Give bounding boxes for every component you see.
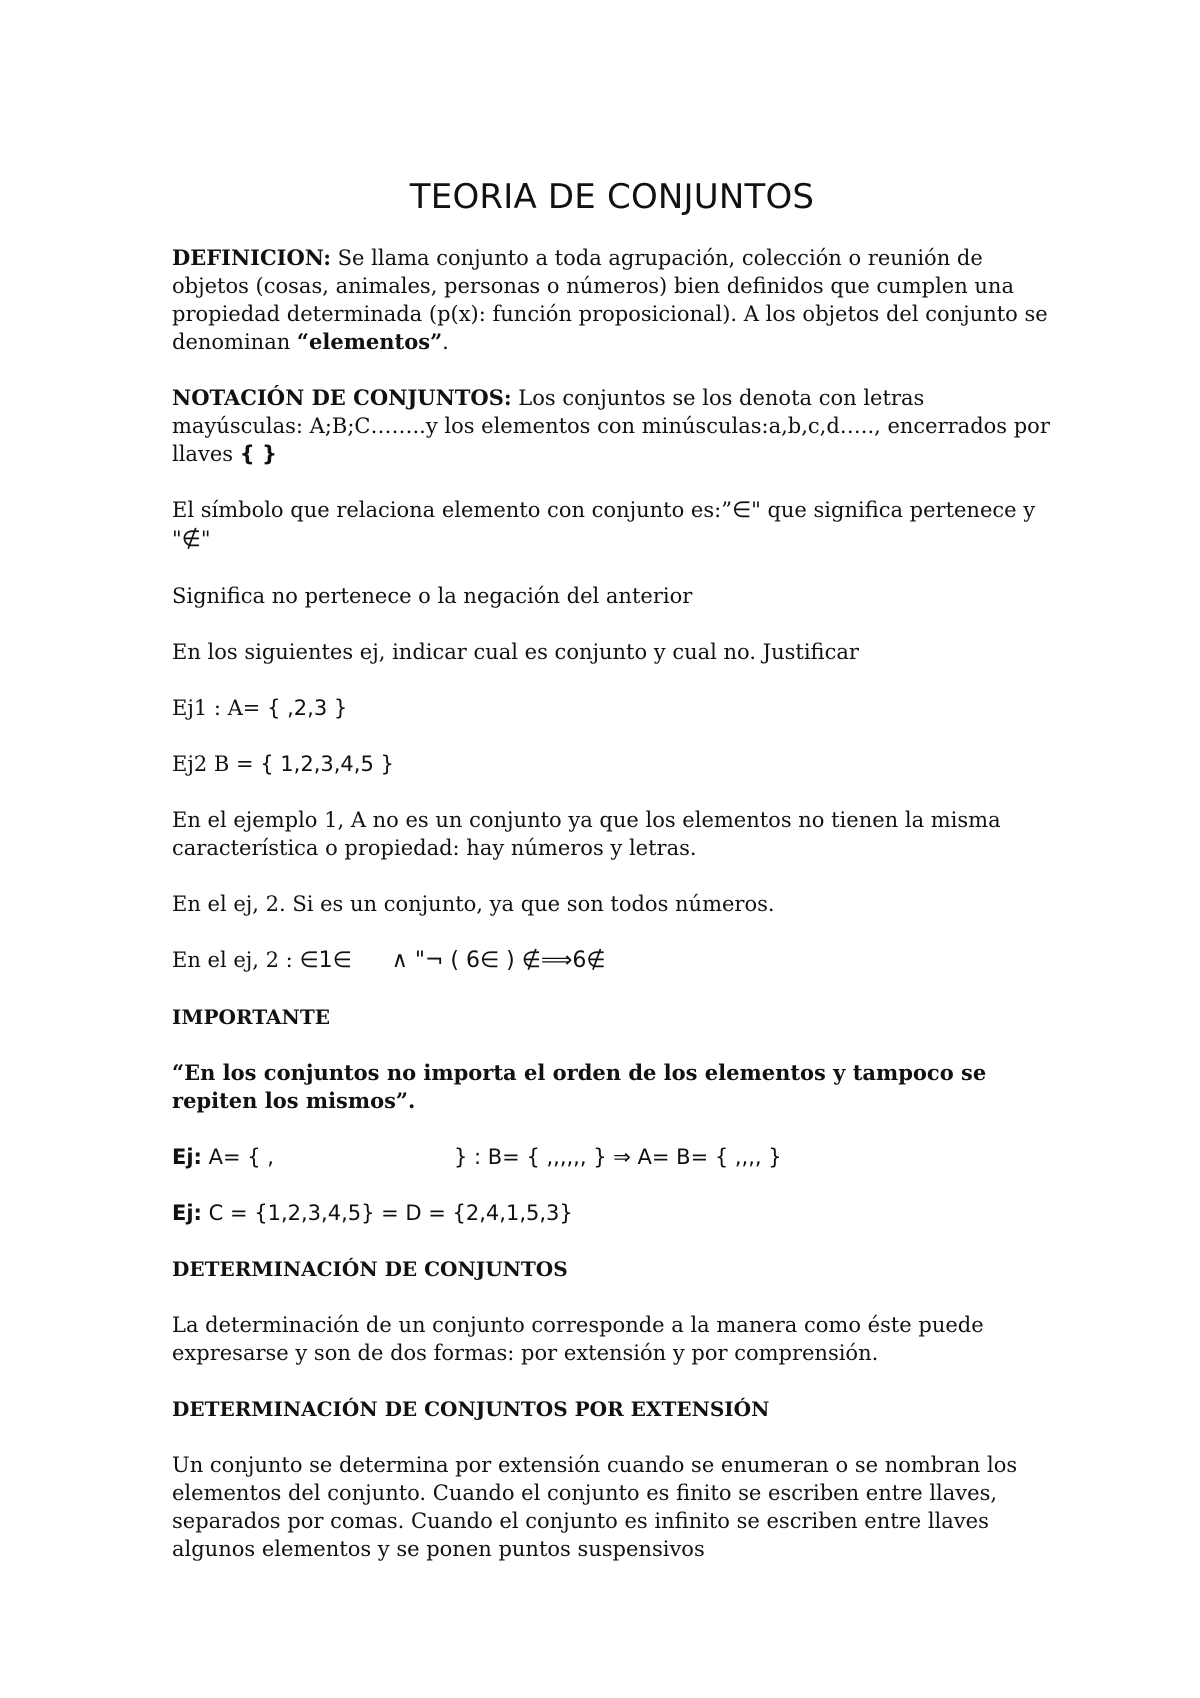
importante-heading: IMPORTANTE [172,1005,330,1029]
extension-heading: DETERMINACIÓN DE CONJUNTOS POR EXTENSIÓN [172,1397,770,1421]
notacion-label: NOTACIÓN DE CONJUNTOS: [172,385,512,410]
ej2-paragraph [172,750,1052,778]
ej1-paragraph [172,694,1052,722]
ej2-logic-label: En el ej, 2 : [172,948,300,972]
definicion-paragraph [172,244,1052,356]
significa-paragraph: Significa no pertenece o la negación del anterior [172,584,693,608]
ej-ab-a: A= { , [201,1145,274,1169]
ej2-label: Ej2 B = [172,752,261,776]
ej-cd-paragraph [172,1199,1052,1227]
ej1-label: Ej1 : A= [172,696,268,720]
definicion-term: “elementos” [296,329,443,354]
definicion-end: . [442,330,449,354]
simbolo-mid: " que significa pertenece y " [172,498,1036,551]
notacion-text: Los conjuntos se los denota con letras mayúsculas: A;B;C……..y los elementos con minúsculas:a,b,c,d….., encerrados por llaves [172,386,1050,466]
definicion-text: Se llama conjunto a toda agrupación, colección o reunión de objetos (cosas, animales, personas o números) bien definidos que cumplen una propiedad determinada (p(x): función proposicional). A los objetos del conjunto se denominan [172,246,1048,354]
not-element-of-symbol: ∉ [181,527,201,552]
determinacion-heading: DETERMINACIÓN DE CONJUNTOS [172,1257,568,1281]
simbolo-paragraph [172,496,1052,554]
notacion-braces: { } [239,442,277,466]
ej-cd-text: C = {1,2,3,4,5} = D = {2,4,1,5,3} [201,1201,573,1225]
determinacion-paragraph: La determinación de un conjunto corresponde a la manera como éste puede expresarse y son de dos formas: por extensión y por comprensión. [172,1313,984,1365]
page-title: TEORIA DE CONJUNTOS [409,177,815,217]
importante-quote: “En los conjuntos no importa el orden de los elementos y tampoco se repiten los mismos”. [172,1060,987,1113]
ej-ab-b: } : B= { ,,,,,, } ⇒ A= B= { ,,,, } [453,1145,782,1169]
ej-ab-paragraph [172,1143,1052,1171]
ejemplo1-paragraph: En el ejemplo 1, A no es un conjunto ya que los elementos no tienen la misma característica o propiedad: hay números y letras. [172,808,1001,860]
ej2-logic-part1: ∈1∈ [299,948,352,973]
ej2-logic-part2: ∧ "¬ ( 6∈ ) ∉⟹6∉ [391,948,606,973]
extension-paragraph: Un conjunto se determina por extensión cuando se enumeran o se nombran los elementos del conjunto. Cuando el conjunto es finito se escriben entre llaves, separados por comas. Cuando el conjunto es infinito se escriben entre llaves algunos elementos y se ponen puntos suspensivos [172,1453,1018,1561]
notacion-paragraph [172,384,1052,468]
simbolo-text: El símbolo que relaciona elemento con conjunto es:” [172,498,732,522]
element-of-symbol: ∈ [731,498,752,523]
definicion-label: DEFINICION: [172,245,331,270]
ej2-logic-paragraph [172,946,1052,975]
document-content [172,170,1052,1591]
ej-ab-label: Ej: [172,1145,202,1169]
ejemplo2-paragraph: En el ej, 2. Si es un conjunto, ya que son todos números. [172,892,775,916]
indicar-paragraph: En los siguientes ej, indicar cual es conjunto y cual no. Justificar [172,640,859,664]
simbolo-end: " [200,527,211,551]
ej-cd-label: Ej: [172,1201,202,1225]
ej1-set: { ,2,3 } [267,696,348,720]
ej2-set: { 1,2,3,4,5 } [260,752,394,776]
